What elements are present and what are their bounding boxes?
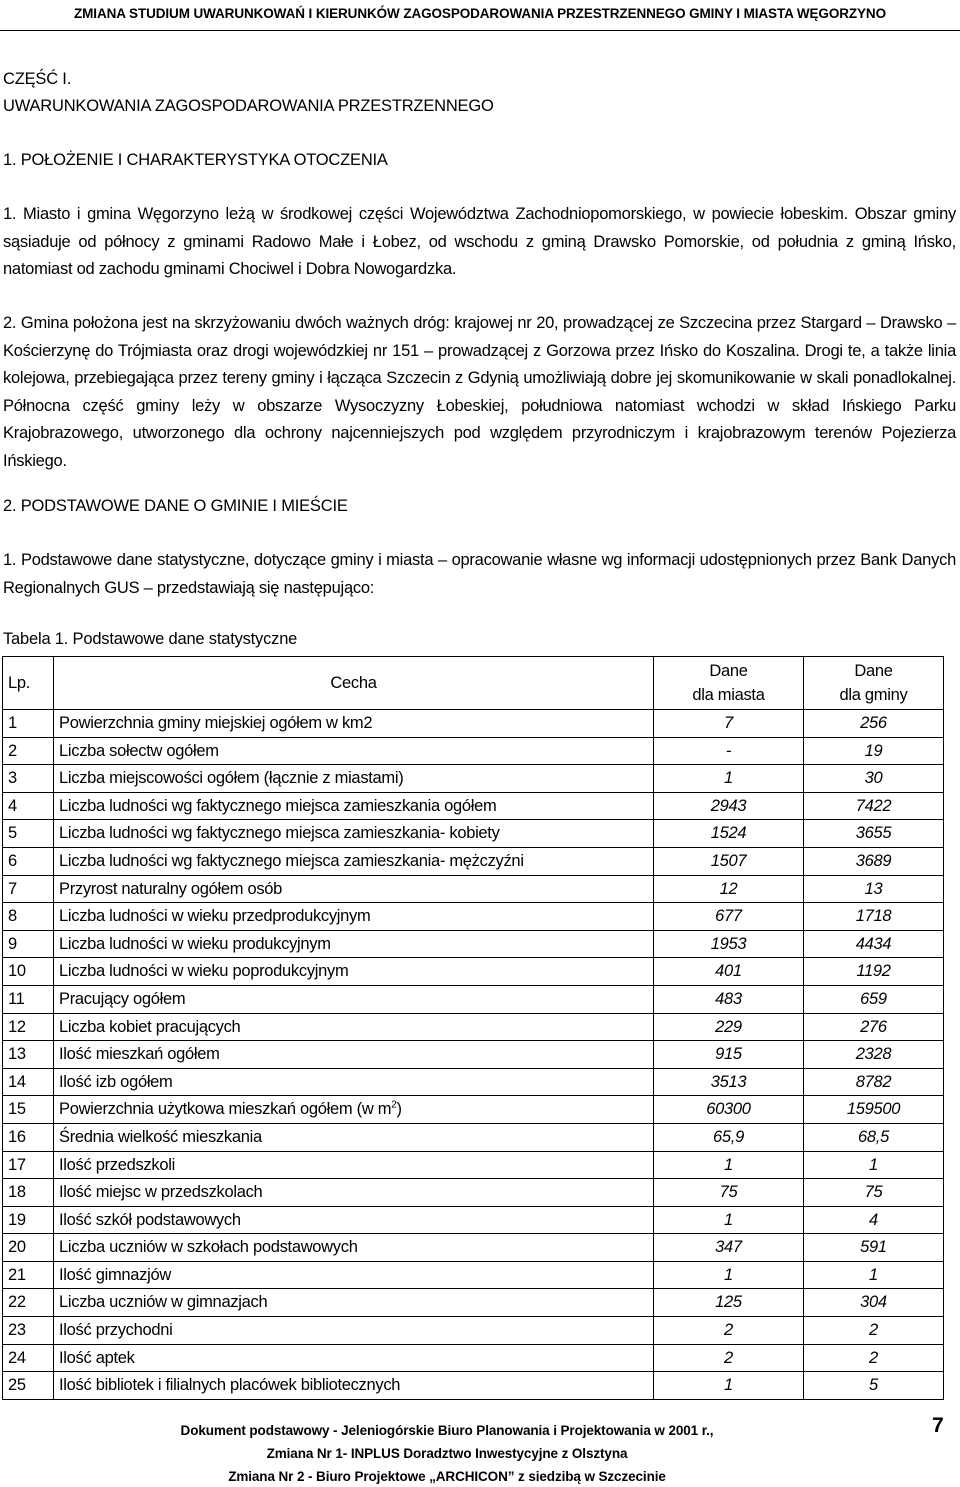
statistics-table [2,656,944,1400]
cell-lp: 14 [3,1068,54,1096]
cell-cecha-text: Ilość bibliotek i filialnych placówek bibliotecznych [59,1376,401,1395]
cell-lp: 8 [3,903,54,931]
cell-cecha [54,1096,654,1124]
table-row [3,1261,944,1289]
cell-cecha-text: Ilość aptek [59,1348,135,1367]
cell-miasto: 677 [654,903,804,931]
cell-gmina: 5 [804,1372,944,1400]
header-dane-miasta-line1: Dane [709,662,748,680]
header-dane-gminy-line2: dla gminy [839,686,908,704]
cell-gmina: 2 [804,1344,944,1372]
cell-gmina: 276 [804,1013,944,1041]
cell-lp: 21 [3,1261,54,1289]
footer-line-2: Zmiana Nr 1- INPLUS Doradztwo Inwestycyjne z Olsztyna [266,1446,628,1461]
header-lp: Lp. [3,657,54,710]
cell-gmina: 256 [804,710,944,738]
cell-miasto: 483 [654,985,804,1013]
table-row [3,765,944,793]
cell-cecha-text: Liczba ludności wg faktycznego miejsca zamieszkania- mężczyźni [59,851,524,870]
cell-gmina: 19 [804,737,944,765]
table-row [3,1234,944,1262]
cell-miasto: 60300 [654,1096,804,1124]
cell-miasto: 229 [654,1013,804,1041]
cell-cecha-text: Powierzchnia użytkowa mieszkań ogółem (w m [59,1100,392,1119]
cell-cecha [54,1041,654,1069]
table-row [3,1372,944,1400]
cell-gmina: 1718 [804,903,944,931]
cell-cecha [54,792,654,820]
cell-gmina: 4 [804,1206,944,1234]
cell-miasto: 2 [654,1344,804,1372]
cell-lp: 16 [3,1123,54,1151]
cell-lp: 22 [3,1289,54,1317]
cell-cecha-text: Ilość szkół podstawowych [59,1210,241,1229]
table-row [3,930,944,958]
cell-lp: 17 [3,1151,54,1179]
cell-cecha [54,847,654,875]
cell-cecha [54,710,654,738]
cell-gmina: 8782 [804,1068,944,1096]
cell-lp: 13 [3,1041,54,1069]
cell-miasto: 347 [654,1234,804,1262]
cell-lp: 7 [3,875,54,903]
table-row [3,847,944,875]
cell-miasto: - [654,737,804,765]
cell-cecha-text: Liczba ludności w wieku przedprodukcyjnym [59,907,371,926]
cell-miasto: 125 [654,1289,804,1317]
cell-cecha-text: Liczba ludności w wieku poprodukcyjnym [59,962,349,981]
cell-cecha-text: Przyrost naturalny ogółem osób [59,879,283,898]
cell-cecha-text: Liczba uczniów w gimnazjach [59,1293,268,1312]
cell-cecha [54,958,654,986]
part-label: CZĘŚĆ I. [3,70,72,88]
table-row [3,875,944,903]
table-row [3,1123,944,1151]
cell-gmina: 2 [804,1317,944,1345]
cell-lp: 25 [3,1372,54,1400]
cell-cecha-sup: 2 [391,1099,397,1111]
page-number: 7 [932,1414,944,1437]
table-row [3,1096,944,1124]
table-row [3,1206,944,1234]
section-2-heading: 2. PODSTAWOWE DANE O GMINIE I MIEŚCIE [3,497,348,515]
cell-cecha [54,875,654,903]
cell-miasto: 1524 [654,820,804,848]
cell-gmina: 3689 [804,847,944,875]
cell-cecha [54,1123,654,1151]
table-row [3,903,944,931]
cell-miasto: 1 [654,1151,804,1179]
cell-cecha [54,1013,654,1041]
cell-cecha-text: Ilość mieszkań ogółem [59,1045,220,1064]
cell-cecha [54,1206,654,1234]
running-header: ZMIANA STUDIUM UWARUNKOWAŃ I KIERUNKÓW ZAGOSPODAROWANIA PRZESTRZENNEGO GMINY I MIASTA WĘGORZYNO [74,6,886,21]
cell-lp: 24 [3,1344,54,1372]
cell-miasto: 7 [654,710,804,738]
cell-miasto: 1 [654,1261,804,1289]
part-title: UWARUNKOWANIA ZAGOSPODAROWANIA PRZESTRZENNEGO [3,97,494,115]
cell-cecha [54,1317,654,1345]
cell-cecha [54,820,654,848]
footer-line-1: Dokument podstawowy - Jeleniogórskie Biuro Planowania i Projektowania w 2001 r., [180,1423,714,1438]
cell-cecha-text: Ilość przychodni [59,1321,173,1340]
cell-cecha-text: Średnia wielkość mieszkania [59,1127,262,1146]
cell-gmina: 1 [804,1151,944,1179]
section-1-paragraph-1: 1. Miasto i gmina Węgorzyno leżą w środkowej części Województwa Zachodniopomorskiego, w powiecie łobeskim. Obszar gminy sąsiaduje od północy z gminami Radowo Małe i Łobez, od wschodu z gminą Drawsko Pomorskie, od południa z gminą Ińsko, natomiast od zachodu gminami Chociwel i Dobra Nowogardzka. [3,205,956,278]
table-header-row [3,657,944,710]
header-cecha: Cecha [54,657,654,710]
table-row [3,958,944,986]
table-row [3,1041,944,1069]
cell-cecha [54,903,654,931]
table-row [3,1344,944,1372]
footer-line-3: Zmiana Nr 2 - Biuro Projektowe „ARCHICON” z siedzibą w Szczecinie [228,1469,666,1484]
cell-miasto: 12 [654,875,804,903]
cell-lp: 9 [3,930,54,958]
cell-gmina: 7422 [804,792,944,820]
cell-gmina: 1192 [804,958,944,986]
cell-lp: 15 [3,1096,54,1124]
cell-cecha-text: Liczba kobiet pracujących [59,1017,241,1036]
cell-lp: 6 [3,847,54,875]
cell-cecha [54,765,654,793]
cell-miasto: 1 [654,1372,804,1400]
cell-cecha-text: Ilość gimnazjów [59,1265,171,1284]
header-dane-gminy-line1: Dane [854,662,893,680]
cell-gmina: 304 [804,1289,944,1317]
cell-cecha [54,930,654,958]
cell-gmina: 1 [804,1261,944,1289]
cell-miasto: 401 [654,958,804,986]
cell-cecha [54,1151,654,1179]
table-row [3,1179,944,1207]
cell-lp: 10 [3,958,54,986]
table-row [3,710,944,738]
cell-gmina: 3655 [804,820,944,848]
table-caption: Tabela 1. Podstawowe dane statystyczne [3,630,298,648]
cell-miasto: 915 [654,1041,804,1069]
cell-cecha-text: Ilość izb ogółem [59,1072,173,1091]
cell-miasto: 2 [654,1317,804,1345]
cell-cecha [54,1289,654,1317]
cell-gmina: 75 [804,1179,944,1207]
cell-gmina: 68,5 [804,1123,944,1151]
table-row [3,737,944,765]
cell-cecha-text: Liczba sołectw ogółem [59,741,219,760]
cell-lp: 23 [3,1317,54,1345]
cell-cecha [54,1179,654,1207]
cell-cecha-text: Ilość przedszkoli [59,1155,175,1174]
cell-lp: 4 [3,792,54,820]
header-dane-miasta-line2: dla miasta [692,686,765,704]
cell-lp: 11 [3,985,54,1013]
table-row [3,1289,944,1317]
cell-lp: 19 [3,1206,54,1234]
header-dane-miasta [654,657,804,710]
cell-gmina: 159500 [804,1096,944,1124]
cell-gmina: 2328 [804,1041,944,1069]
section-2-paragraph-1: 1. Podstawowe dane statystyczne, dotyczące gminy i miasta – opracowanie własne wg informacji udostępnionych przez Bank Danych Regionalnych GUS – przedstawiają się następująco: [3,551,956,597]
cell-miasto: 1953 [654,930,804,958]
table-row [3,820,944,848]
cell-miasto: 2943 [654,792,804,820]
cell-gmina: 13 [804,875,944,903]
cell-cecha-text: Liczba ludności wg faktycznego miejsca zamieszkania ogółem [59,796,497,815]
cell-cecha [54,1234,654,1262]
table-row [3,1013,944,1041]
cell-cecha-text: Pracujący ogółem [59,989,186,1008]
cell-cecha [54,737,654,765]
cell-miasto: 1507 [654,847,804,875]
table-row [3,985,944,1013]
cell-cecha [54,1372,654,1400]
cell-miasto: 65,9 [654,1123,804,1151]
table-row [3,792,944,820]
cell-cecha-tail: ) [396,1100,402,1119]
cell-cecha-text: Powierzchnia gminy miejskiej ogółem w km2 [59,714,373,732]
cell-lp: 2 [3,737,54,765]
section-1-heading: 1. POŁOŻENIE I CHARAKTERYSTYKA OTOCZENIA [3,151,388,169]
cell-cecha [54,985,654,1013]
cell-cecha-text: Ilość miejsc w przedszkolach [59,1183,263,1202]
cell-miasto: 75 [654,1179,804,1207]
cell-cecha-text: Liczba miejscowości ogółem (łącznie z miastami) [59,769,404,788]
table-row [3,1068,944,1096]
section-1-paragraph-2: 2. Gmina położona jest na skrzyżowaniu dwóch ważnych dróg: krajowej nr 20, prowadzącej ze Szczecina przez Stargard – Drawsko – Kościerzynę do Trójmiasta oraz drogi wojewódzkiej nr 151 – prowadzącej z Gorzowa przez Ińsko do Koszalina. Drogi te, a także linia kolejowa, przebiegająca przez tereny gminy i łącząca Szczecin z Gdynią umożliwiają dobre jej skomunikowanie w skali ponadlokalnej. Północna część gminy leży w obszarze Wysoczyzny Łobeskiej, południowa natomiast wchodzi w skład Ińskiego Parku Krajobrazowego, utworzonego dla ochrony najcenniejszych pod względem przyrodniczym i krajobrazowym terenów Pojezierza Ińskiego. [3,314,956,470]
cell-gmina: 30 [804,765,944,793]
cell-gmina: 659 [804,985,944,1013]
cell-lp: 1 [3,710,54,738]
cell-cecha [54,1068,654,1096]
cell-miasto: 1 [654,1206,804,1234]
cell-cecha-text: Liczba uczniów w szkołach podstawowych [59,1238,358,1257]
cell-gmina: 591 [804,1234,944,1262]
cell-miasto: 1 [654,765,804,793]
cell-cecha-text: Liczba ludności wg faktycznego miejsca zamieszkania- kobiety [59,824,500,843]
header-rule [0,30,960,31]
cell-lp: 3 [3,765,54,793]
table-row [3,1151,944,1179]
cell-cecha [54,1261,654,1289]
cell-gmina: 4434 [804,930,944,958]
cell-miasto: 3513 [654,1068,804,1096]
cell-lp: 20 [3,1234,54,1262]
header-dane-gminy [804,657,944,710]
cell-lp: 18 [3,1179,54,1207]
cell-lp: 12 [3,1013,54,1041]
table-row [3,1317,944,1345]
cell-cecha [54,1344,654,1372]
cell-lp: 5 [3,820,54,848]
cell-cecha-text: Liczba ludności w wieku produkcyjnym [59,934,331,953]
